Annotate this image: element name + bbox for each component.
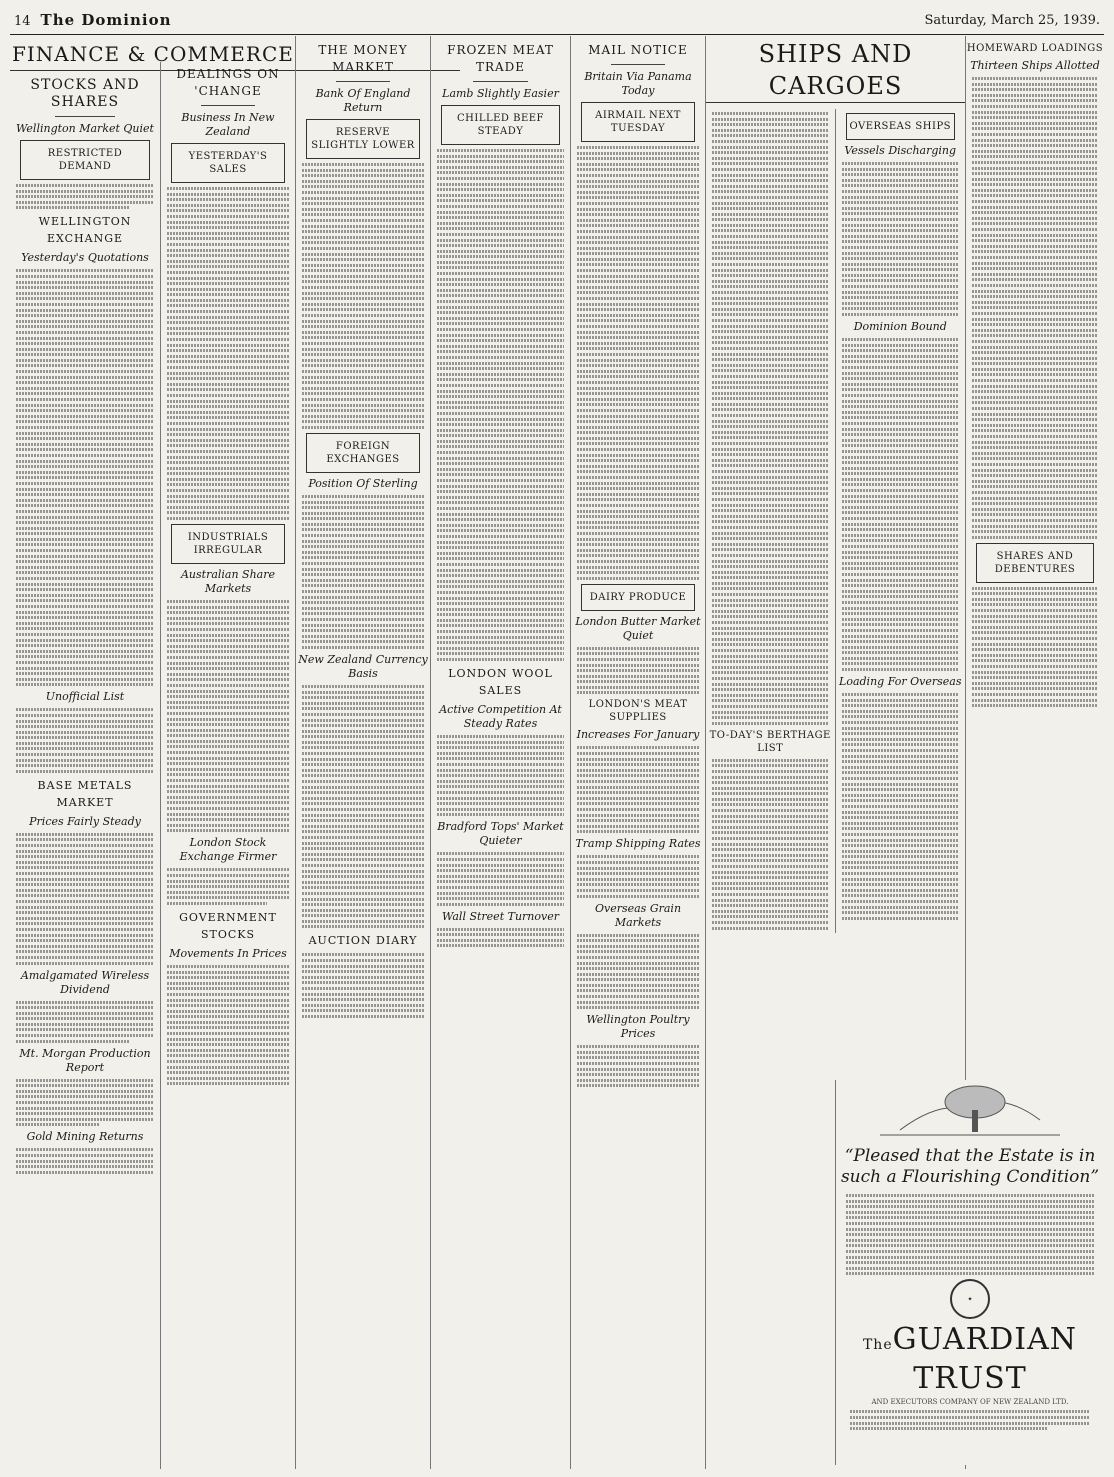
morgan-heading: Mt. Morgan Production Report [19,1046,151,1074]
article-text [577,746,699,833]
grain-table [577,934,699,1010]
currency-table [302,685,424,929]
movements-heading: Movements In Prices [169,946,287,960]
divider [336,81,390,82]
ships-split [706,109,965,933]
article-text [577,1045,699,1087]
foreign-heading: FOREIGN EXCHANGES [326,440,400,465]
business-heading: Business In New Zealand [181,111,275,138]
discharging-heading: Vessels Discharging [844,144,957,157]
stocks-heading: STOCKS AND SHARES [30,77,140,110]
berthage-heading: TO-DAY'S BERTHAGE LIST [709,729,831,754]
currency-heading: New Zealand Currency Basis [298,652,428,680]
bank-table [302,163,424,429]
dairy-heading: DAIRY PRODUCE [589,591,687,603]
money-market-heading: THE MONEY MARKET [318,43,408,74]
ad-body [846,1194,1094,1275]
masthead [14,6,1100,34]
article-text [577,647,699,695]
unofficial-heading: Unofficial List [45,690,125,704]
mail-notice-heading: MAIL NOTICE [588,43,688,57]
mail-list [577,146,699,580]
column-mail [570,36,705,1469]
masthead-left [14,11,171,29]
ships-right [836,109,966,933]
article-text [16,1148,154,1173]
loading-list [842,693,960,920]
landscape-illustration [880,1080,1060,1140]
increases-heading: Increases For January [576,728,700,742]
gov-stocks-table [167,965,289,1085]
australian-table [167,600,289,832]
butter-heading: London Butter Market Quiet [575,614,701,642]
sterling-heading: Position Of Sterling [308,476,418,490]
ad-brand-name: GUARDIAN TRUST [892,1322,1078,1397]
industrials-heading: INDUSTRIALS IRREGULAR [187,532,269,557]
dealings-heading: DEALINGS ON 'CHANGE [176,67,280,98]
frozen-meat-heading: FROZEN MEAT TRADE [447,43,554,74]
meat-report [437,149,564,661]
ad-brand [836,1323,1104,1396]
dominion-bound-list [842,338,960,671]
company-seal-icon: ✦ [950,1279,990,1319]
bradford-heading: Bradford Tops' Market Quieter [437,820,564,848]
london-meat-heading: LONDON'S MEAT SUPPLIES [588,699,688,724]
divider [473,81,529,82]
tramp-heading: Tramp Shipping Rates [575,837,701,851]
ad-quote: “Pleased that the Estate is in such a Flourishing Condition” [840,1146,1100,1187]
wool-heading: LONDON WOOL SALES [448,667,553,698]
article-text [16,184,154,209]
article-text [577,855,699,897]
homeward-heading: HOMEWARD LOADINGS [966,43,1104,54]
ad-subtitle: AND EXECUTORS COMPANY OF NEW ZEALAND LTD. [871,1398,1069,1407]
base-metals-heading: BASE METALS MARKET [37,778,133,809]
australian-heading: Australian Share Markets [180,568,276,596]
berthage-list [712,759,829,930]
prices-heading: Prices Fairly Steady [29,814,141,828]
column-meat [430,36,570,1469]
page-number: 14 [14,14,31,29]
dominion-bound-heading: Dominion Bound [853,320,947,334]
masthead-rule [10,34,1104,35]
finance-banner: FINANCE & COMMERCE [10,38,460,71]
divider [201,105,255,106]
unofficial-table [16,708,154,773]
article-text [437,928,564,948]
discharging-list [842,162,960,316]
homeward-list [972,77,1098,539]
reserve-heading: RESERVE SLIGHTLY LOWER [311,127,415,151]
article-text [16,1001,154,1043]
metals-table [16,833,154,965]
quotation-table [16,269,154,686]
overseas-ships-heading: OVERSEAS SHIPS [849,121,952,132]
sales-table [167,187,289,520]
mail-sub-heading: Britain Via Panama Today [584,70,692,97]
yesterdays-sales-heading: YESTERDAY'S SALES [188,151,268,175]
exchange-table [302,495,424,649]
wellington-exchange-heading: WELLINGTON EXCHANGE [38,215,132,246]
poultry-heading: Wellington Poultry Prices [586,1013,690,1041]
amalgamated-heading: Amalgamated Wireless Dividend [20,968,150,996]
lamb-heading: Lamb Slightly Easier [442,87,559,100]
grain-heading: Overseas Grain Markets [594,901,682,929]
ad-brand-prefix: The [862,1337,893,1354]
wool-sub-heading: Active Competition At Steady Rates [439,703,562,731]
newspaper-title: The Dominion [40,11,172,29]
guardian-trust-ad [835,1080,1104,1465]
loading-heading: Loading For Overseas [839,675,962,689]
broker-ads [972,587,1098,707]
column-money [295,36,430,1469]
thirteen-heading: Thirteen Ships Allotted [970,59,1100,72]
ships-banner: SHIPS AND CARGOES [706,38,965,103]
gov-stocks-heading: GOVERNMENT STOCKS [179,910,277,941]
london-firmer-heading: London Stock Exchange Firmer [179,836,277,864]
chilled-heading: CHILLED BEEF STEADY [457,113,544,137]
airmail-heading: AIRMAIL NEXT TUESDAY [595,110,681,134]
gold-heading: Gold Mining Returns [26,1130,144,1144]
shipping-list [712,112,829,725]
issue-date: Saturday, March 25, 1939. [924,12,1100,28]
article-text [167,868,289,905]
auction-list [302,953,424,1018]
bank-heading: Bank Of England Return [315,87,411,114]
ad-footer [850,1410,1090,1430]
article-text [16,1079,154,1127]
wall-street-heading: Wall Street Turnover [442,909,559,923]
restricted-heading: RESTRICTED DEMAND [47,148,123,172]
article-text [437,852,564,905]
divider [55,116,115,117]
wellington-market-heading: Wellington Market Quiet [16,122,154,135]
article-text [437,735,564,816]
quotations-heading: Yesterday's Quotations [21,251,149,265]
ships-left [706,109,836,933]
auction-heading: AUCTION DIARY [308,934,418,948]
shares-debentures-heading: SHARES AND DEBENTURES [994,550,1076,575]
divider [611,64,665,65]
column-dealings [160,62,295,1469]
